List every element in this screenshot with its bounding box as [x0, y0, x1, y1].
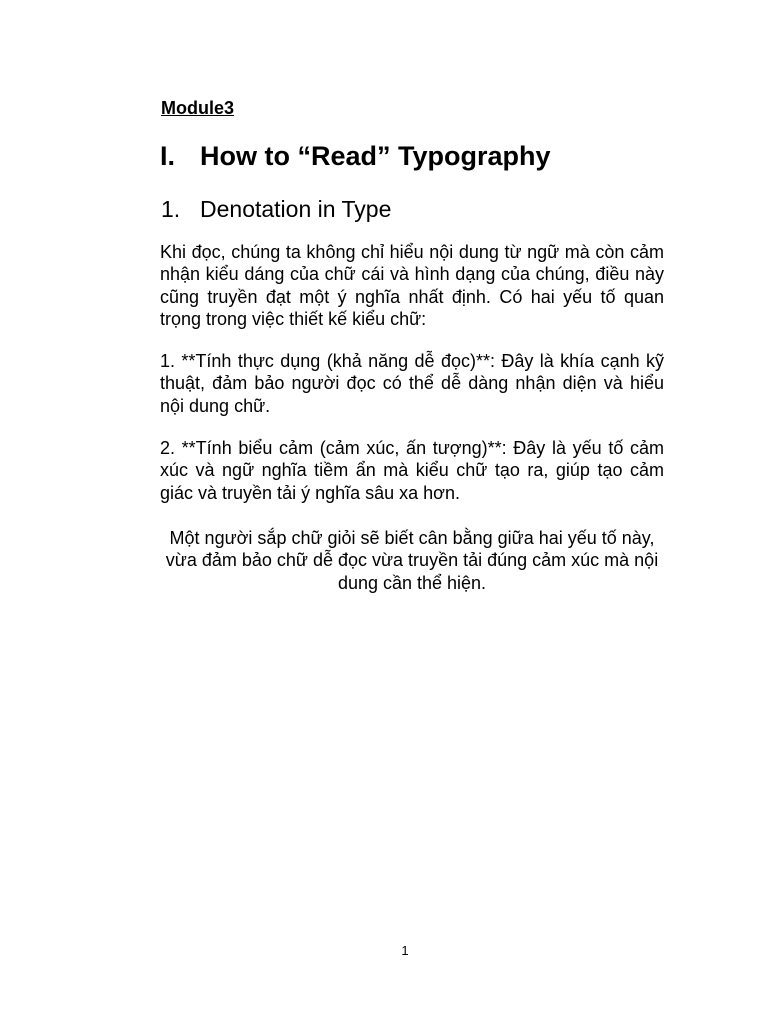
heading-2-number: 1.	[161, 196, 181, 222]
module-label: Module3	[161, 98, 235, 118]
paragraph-conclusion: Một người sắp chữ giỏi sẽ biết cân bằng giữa hai yếu tố này, vừa đảm bảo chữ dễ đọc vừa truyền tải đúng cảm xúc mà nội dung cần thể hiện.	[165, 528, 659, 593]
heading-2	[161, 194, 391, 224]
paragraph-point-2: 2. **Tính biểu cảm (cảm xúc, ấn tượng)**: Đây là yếu tố cảm xúc và ngữ nghĩa tiềm ẩn mà kiểu chữ tạo ra, giúp tạo cảm giác và truyền tải ý nghĩa sâu xa hơn.	[160, 438, 664, 503]
paragraph-intro: Khi đọc, chúng ta không chỉ hiểu nội dung từ ngữ mà còn cảm nhận kiểu dáng của chữ cái và hình dạng của chúng, điều này cũng truyền đạt một ý nghĩa nhất định. Có hai yếu tố quan trọng trong việc thiết kế kiểu chữ:	[160, 242, 664, 330]
heading-1	[160, 139, 551, 173]
heading-2-text: Denotation in Type	[200, 196, 392, 222]
heading-1-number: I.	[160, 141, 176, 171]
heading-1-text: How to “Read” Typography	[200, 141, 551, 171]
paragraph-point-1: 1. **Tính thực dụng (khả năng dễ đọc)**: Đây là khía cạnh kỹ thuật, đảm bảo người đọc có thể dễ dàng nhận diện và hiểu nội dung chữ.	[160, 351, 664, 416]
page-number: 1	[401, 943, 409, 958]
